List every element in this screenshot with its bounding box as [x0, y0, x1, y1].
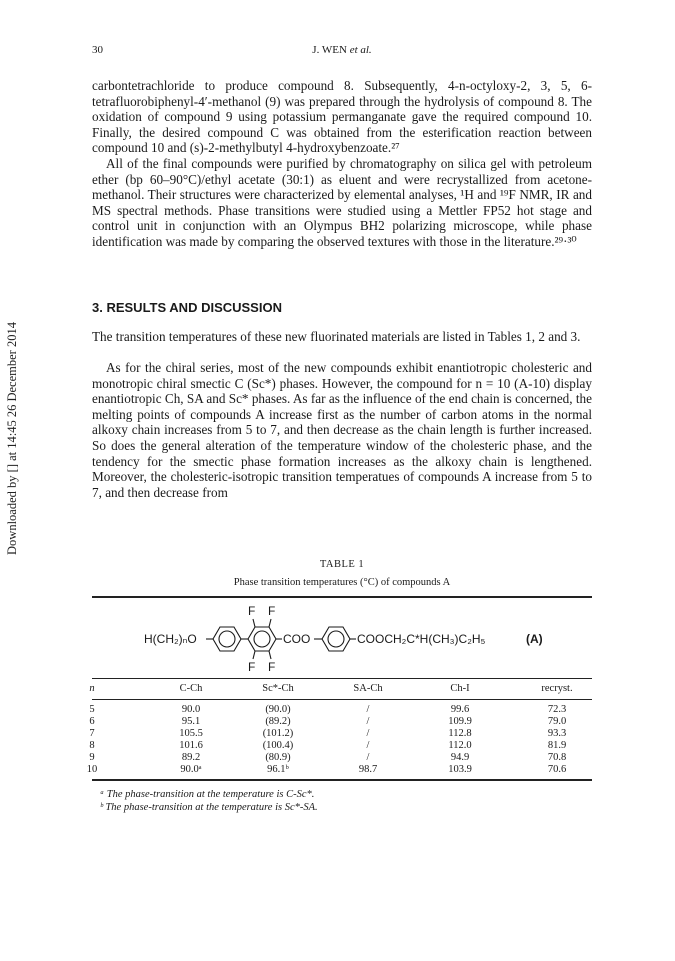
col-header-sc-ch: Sc*-Ch [262, 683, 294, 694]
aromatic-circle-1 [219, 631, 235, 647]
table-caption: Phase transition temperatures (°C) of compounds A [233, 577, 451, 588]
running-head-author: J. WEN [312, 44, 347, 56]
cell-r1-c-ch: 95.1 [181, 716, 201, 727]
cell-r4-recryst: 70.8 [547, 752, 567, 763]
cell-r0-sa-ch: / [366, 704, 370, 715]
cell-r3-n: 8 [89, 740, 95, 751]
cell-r5-sa-ch: 98.7 [358, 764, 378, 775]
cell-r4-n: 9 [89, 752, 95, 763]
cell-r1-recryst: 79.0 [547, 716, 567, 727]
structure-ester-linkage: COO [283, 632, 311, 646]
footnote-a: ᵃ The phase-transition at the temperature is C-Sc*. [100, 789, 315, 800]
table-bottom-rule [92, 779, 592, 781]
structure-left-group: H(CH₂)ₙO [144, 632, 197, 646]
page-header [92, 44, 592, 60]
cell-r3-sc-ch: (100.4) [262, 740, 294, 751]
paragraph-tables-intro: The transition temperatures of these new fluorinated materials are listed in Tables 1, 2 and 3. [92, 329, 581, 344]
cell-r5-ch-i: 103.9 [448, 764, 472, 775]
table-top-rule [92, 596, 592, 598]
cell-r0-c-ch: 90.0 [181, 704, 201, 715]
table-header-rule [92, 699, 592, 700]
cell-r2-recryst: 93.3 [547, 728, 567, 739]
col-header-n: n [89, 683, 95, 694]
download-watermark [0, 248, 26, 628]
col-header-ch-i: Ch-I [450, 683, 470, 694]
bond-f-top-right [269, 619, 271, 627]
fluorine-top-right: F [268, 604, 276, 618]
running-head [92, 44, 592, 56]
cell-r2-sc-ch: (101.2) [262, 728, 294, 739]
paragraph-chiral-series: As for the chiral series, most of the new compounds exhibit enantiotropic cholesteric and monotropic chiral smectic C (Sc*) phases. However, the compound for n = 10 (A-10) display enantiotropic Ch, SA and Sc* phases. As far as the influence of the end chain is concerned, the melting points of compounds A increase first as the number of carbon atoms in the normal alkoxy chain increases from 5 to 7, and then decrease as the chain length is further increased. So does the general alteration of the temperature window of the cholesteric phase, and the tendency for the smectic phase formation increases as the alkoxy chain is lengthened. Moreover, the cholesteric-isotropic transition temperatues of compounds A increase from 5 to 7, and then decrease from [92, 360, 592, 500]
cell-r3-ch-i: 112.0 [448, 740, 472, 751]
fluorine-top-left: F [248, 604, 256, 618]
cell-r2-sa-ch: / [366, 728, 370, 739]
cell-r5-recryst: 70.6 [547, 764, 567, 775]
page-number: 30 [92, 44, 103, 56]
cell-r4-sa-ch: / [366, 752, 370, 763]
col-header-c-ch: C-Ch [179, 683, 203, 694]
bond-f-bottom-left [253, 651, 255, 659]
download-note-text: Downloaded by [] at 14:45 26 December 2014 [4, 321, 19, 555]
table-number: TABLE 1 [319, 559, 365, 570]
bond-f-top-left [253, 619, 255, 627]
running-head-etal: et al. [349, 44, 372, 56]
paragraph-synthesis: carbontetrachloride to produce compound 8. Subsequently, 4-n-octyloxy-2, 3, 5, 6-tetrafluorobiphenyl-4′-methanol (9) was prepared through the hydrolysis of compound 8. The oxidation of compound 9 using potassium permanganate gave the required compound 10. Finally, the desired compound C was obtained from the esterification reaction between compound 10 and (s)-2-methylbutyl 4-hydroxybenzoate.²⁷ [92, 78, 592, 156]
col-header-recryst: recryst. [541, 683, 573, 694]
cell-r3-c-ch: 101.6 [179, 740, 203, 751]
section-heading: 3. RESULTS AND DISCUSSION [92, 300, 282, 315]
col-header-sa-ch: SA-Ch [353, 683, 383, 694]
fluorine-bottom-right: F [268, 660, 276, 674]
structure-label: (A) [526, 632, 543, 646]
table-structure-rule [92, 678, 592, 679]
cell-r1-sa-ch: / [366, 716, 370, 727]
paragraph-purification: All of the final compounds were purified by chromatography on silica gel with petroleum ether (bp 60–90°C)/ethyl acetate (30:1) as eluent and were recrystallized from acetone-methanol. Their structures were characterized by elemental analyses, ¹H and ¹⁹F NMR, IR and MS spectral methods. Phase transitions were studied using a Mettler FP52 hot stage and control unit in conjunction with an Olympus BH2 polarizing microscope, while phase identification was made by comparing the observed textures with those in the literature.²⁹·³⁰ [92, 156, 592, 249]
bond-f-bottom-right [269, 651, 271, 659]
cell-r1-n: 6 [89, 716, 95, 727]
aromatic-circle-2 [254, 631, 270, 647]
cell-r4-sc-ch: (80.9) [265, 752, 291, 763]
cell-r3-sa-ch: / [366, 740, 370, 751]
cell-r1-ch-i: 109.9 [448, 716, 472, 727]
cell-r5-sc-ch: 96.1ᵇ [267, 764, 289, 775]
footnote-b: ᵇ The phase-transition at the temperature is Sc*-SA. [100, 802, 318, 813]
cell-r0-ch-i: 99.6 [450, 704, 470, 715]
cell-r2-c-ch: 105.5 [179, 728, 203, 739]
cell-r2-n: 7 [89, 728, 95, 739]
structure-right-group: COOCH₂C*H(CH₃)C₂H₅ [357, 632, 486, 646]
cell-r5-c-ch: 90.0ᵃ [180, 764, 202, 775]
cell-r2-ch-i: 112.8 [448, 728, 472, 739]
cell-r1-sc-ch: (89.2) [265, 716, 291, 727]
cell-r5-n: 10 [86, 764, 98, 775]
cell-r4-ch-i: 94.9 [450, 752, 470, 763]
cell-r0-recryst: 72.3 [547, 704, 567, 715]
cell-r0-n: 5 [89, 704, 95, 715]
aromatic-circle-3 [328, 631, 344, 647]
cell-r4-c-ch: 89.2 [181, 752, 201, 763]
fluorine-bottom-left: F [248, 660, 256, 674]
cell-r0-sc-ch: (90.0) [265, 704, 291, 715]
cell-r3-recryst: 81.9 [547, 740, 567, 751]
